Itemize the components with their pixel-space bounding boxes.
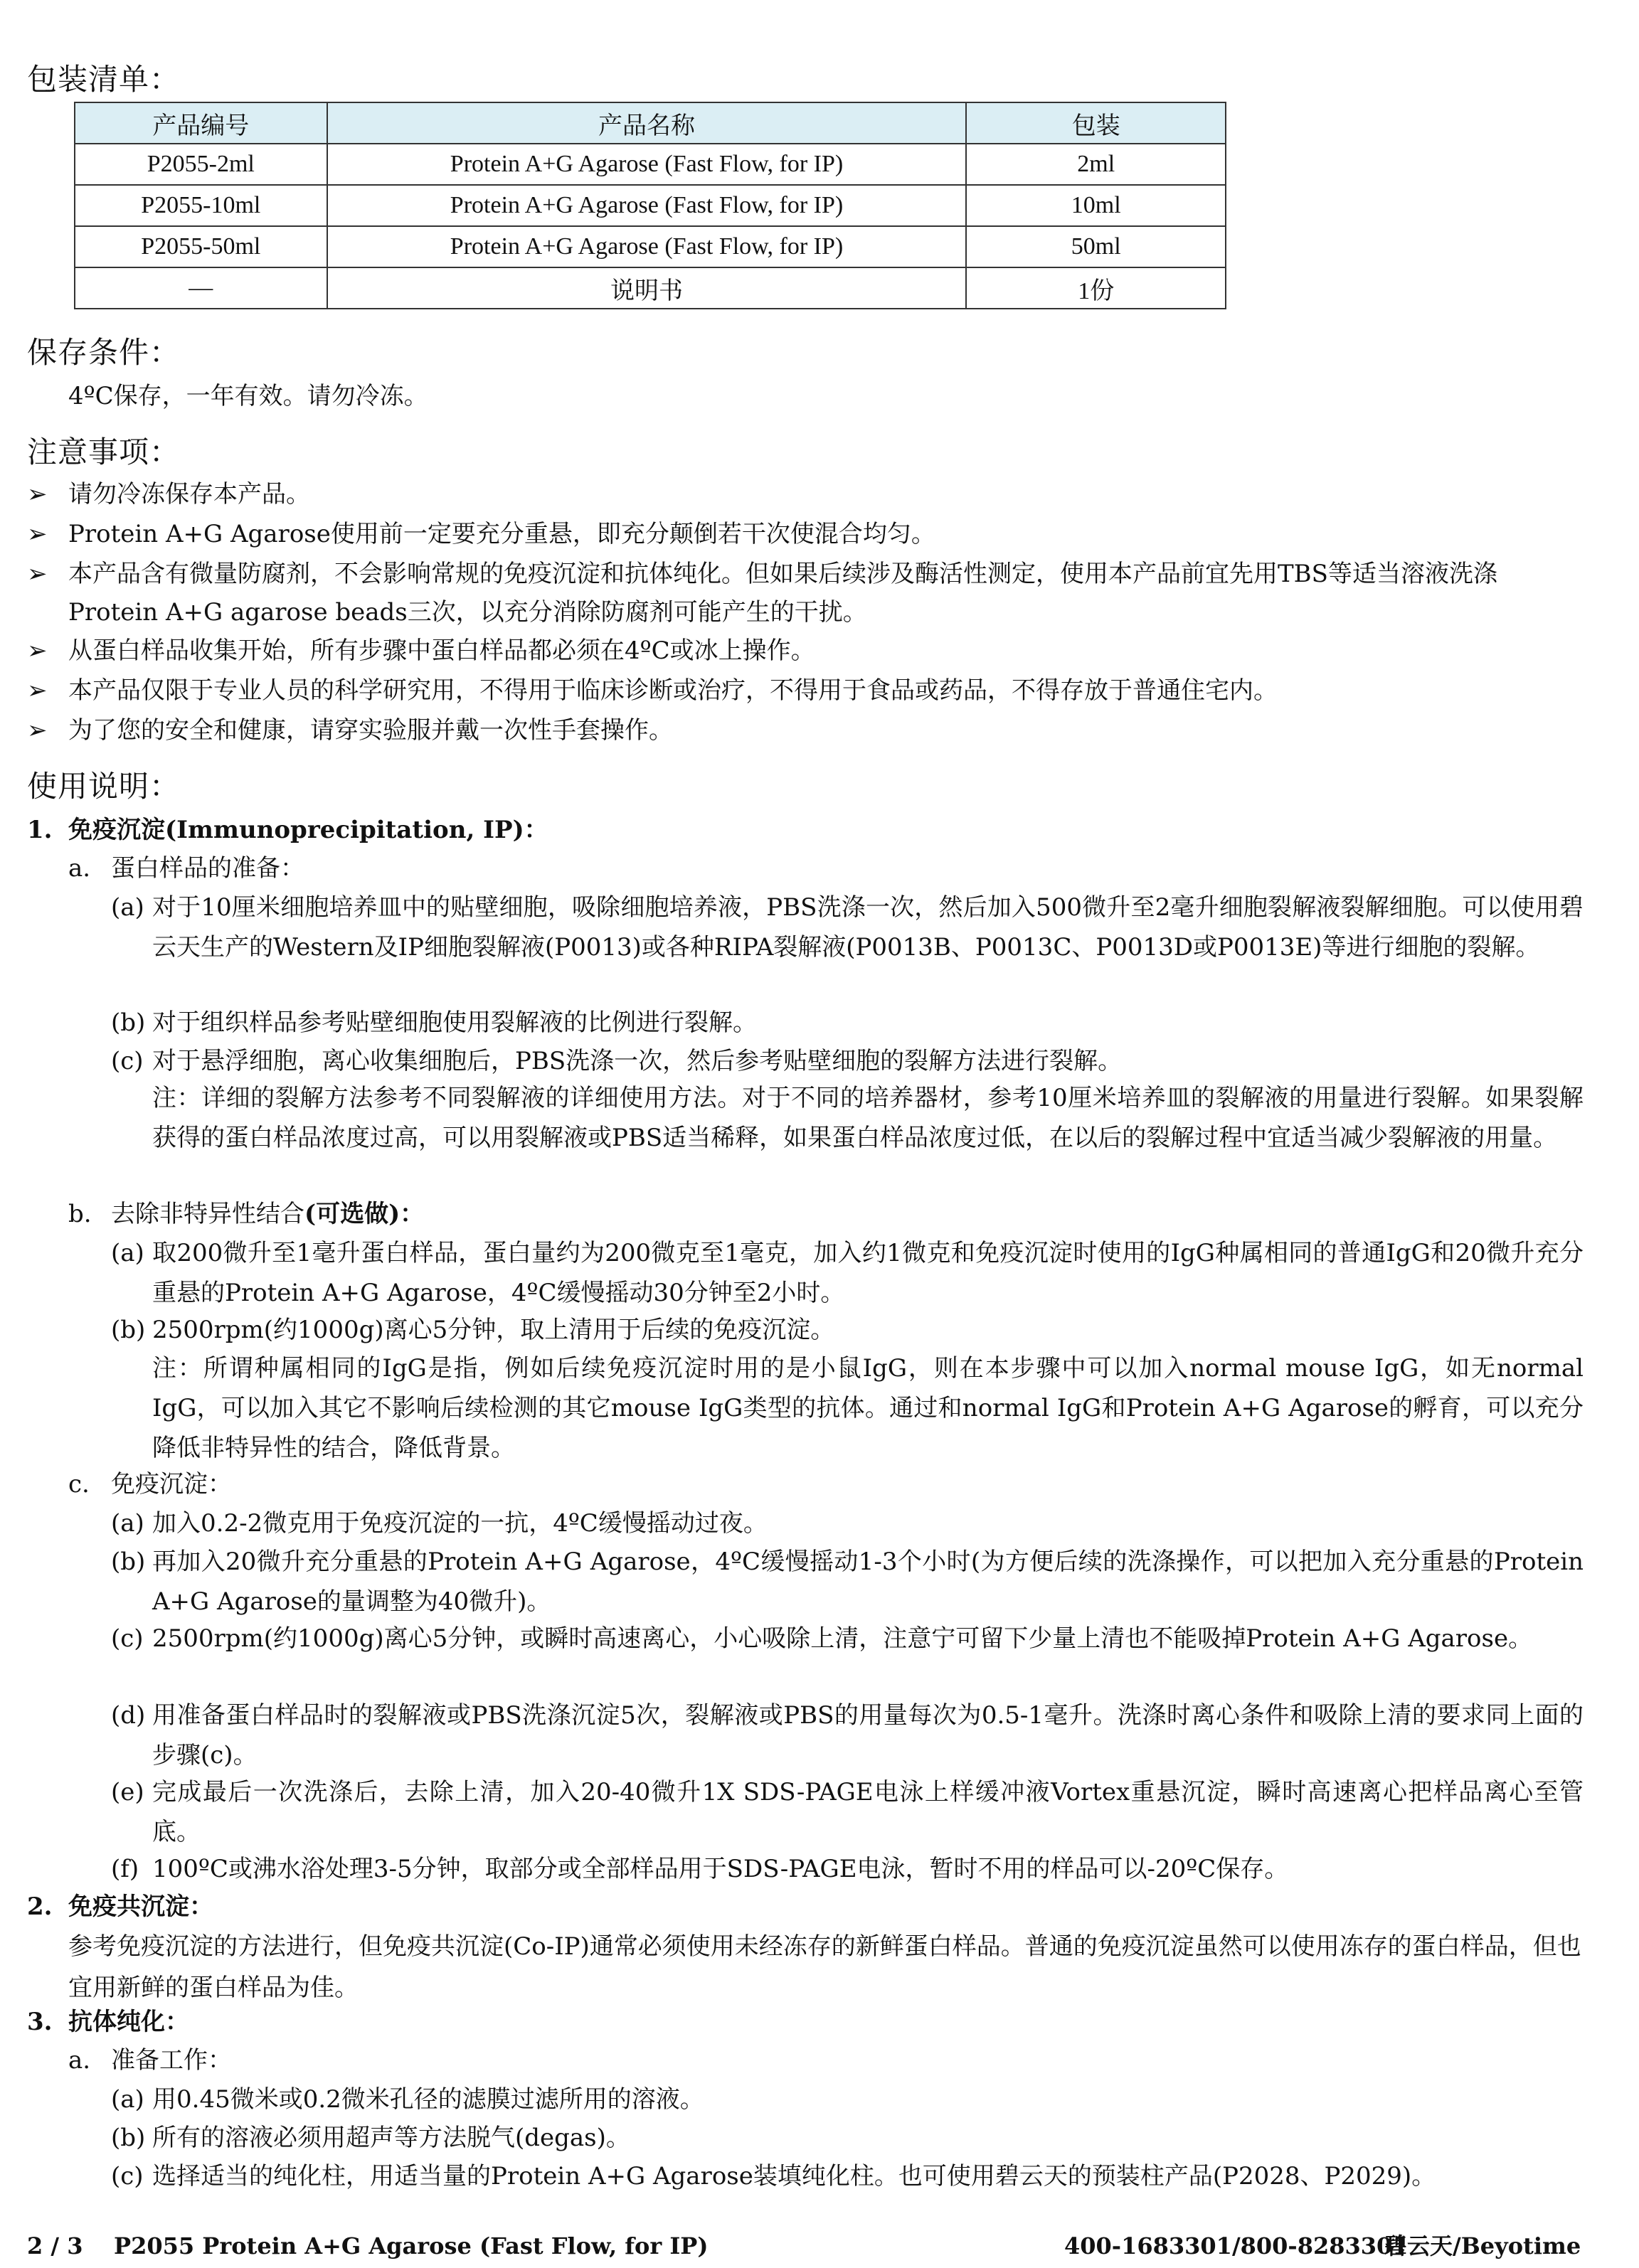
section-3-title <box>27 2003 189 2041</box>
subsection-1a <box>68 849 304 888</box>
table-row <box>75 226 1226 267</box>
table-row <box>75 185 1226 226</box>
storage-text: 4ºC保存，一年有效。请勿冷冻。 <box>68 382 428 410</box>
table-header-cell: 包装 <box>966 102 1226 144</box>
table-cell: P2055-50ml <box>75 226 327 267</box>
arrow-bullet-icon: ➢ <box>27 480 48 509</box>
section-2-text: 参考免疫沉淀的方法进行，但免疫共沉淀(Co-IP)通常必须使用未经冻存的新鲜蛋白样品。普通的免疫沉淀虽然可以使用冻存的蛋白样品，但也宜用新鲜的蛋白样品为佳。 <box>68 1932 1581 2002</box>
arrow-bullet-icon: ➢ <box>27 716 48 745</box>
subsection-title: 免疫沉淀： <box>111 1470 232 1498</box>
note-text: 注：详细的裂解方法参考不同裂解液的详细使用方法。对于不同的培养器材，参考10厘米培养皿的裂解液的用量进行裂解。如果裂解获得的蛋白样品浓度过高，可以用裂解液或PBS适当稀释，如果蛋白样品浓度过低，在以后的裂解过程中宜适当减少裂解液的用量。 <box>152 1084 1584 1152</box>
subsection-label: b. <box>68 1200 92 1228</box>
subsection-label: c. <box>68 1470 90 1498</box>
step-text: 选择适当的纯化柱，用适当量的Protein A+G Agarose装填纯化柱。也可使用碧云天的预装柱产品(P2028、P2029)。 <box>152 2162 1436 2190</box>
step-text: 再加入20微升充分重悬的Protein A+G Agarose，4ºC缓慢摇动1-3个小时(为方便后续的洗涤操作，可以把加入充分重悬的Protein A+G Agarose的量调整为40微升)。 <box>152 1548 1584 1616</box>
note-text: 本产品仅限于专业人员的科学研究用，不得用于临床诊断或治疗，不得用于食品或药品，不得存放于普通住宅内。 <box>68 676 1278 705</box>
step-label: (b) <box>111 1316 146 1344</box>
optional-tag: (可选做)： <box>304 1200 425 1228</box>
note-text: Protein A+G Agarose使用前一定要充分重悬，即充分颠倒若干次使混合均匀。 <box>68 520 935 548</box>
section-title: 免疫沉淀(Immunoprecipitation, IP)： <box>68 816 548 844</box>
table-cell: 1份 <box>966 267 1226 309</box>
table-cell: P2055-10ml <box>75 185 327 226</box>
subsection-title: 去除非特异性结合 <box>111 1200 304 1228</box>
usage-heading: 使用说明： <box>27 769 181 804</box>
table-header-cell: 产品编号 <box>75 102 327 144</box>
footer-brand: 碧云天/Beyotime <box>1384 2232 1581 2259</box>
step-label: (e) <box>111 1778 144 1806</box>
arrow-bullet-icon: ➢ <box>27 560 48 588</box>
step-text: 100ºC或沸水浴处理3-5分钟，取部分或全部样品用于SDS-PAGE电泳，暂时不用的样品可以-20ºC保存。 <box>152 1855 1289 1883</box>
section-number: 3. <box>27 2008 53 2036</box>
footer-product: P2055 Protein A+G Agarose (Fast Flow, for IP) <box>114 2232 709 2259</box>
step-text: 对于悬浮细胞，离心收集细胞后，PBS洗涤一次，然后参考贴壁细胞的裂解方法进行裂解。 <box>152 1047 1123 1075</box>
step-label: (b) <box>111 1548 146 1576</box>
table-row <box>75 267 1226 309</box>
subsection-title: 蛋白样品的准备： <box>111 854 304 883</box>
subsection-label: a. <box>68 854 91 883</box>
step-label: (a) <box>111 1239 144 1267</box>
step-text: 用准备蛋白样品时的裂解液或PBS洗涤沉淀5次，裂解液或PBS的用量每次为0.5-1毫升。洗涤时离心条件和吸除上清的要求同上面的步骤(c)。 <box>152 1701 1584 1769</box>
step-label: (a) <box>111 893 144 922</box>
step-text: 用0.45微米或0.2微米孔径的滤膜过滤所用的溶液。 <box>152 2085 704 2114</box>
section-title: 免疫共沉淀： <box>68 1892 213 1921</box>
packing-heading: 包装清单： <box>27 62 181 97</box>
table-cell: Protein A+G Agarose (Fast Flow, for IP) <box>327 226 967 267</box>
table-header-row <box>75 102 1226 144</box>
step-label: (c) <box>111 2162 144 2190</box>
step-text: 对于10厘米细胞培养皿中的贴壁细胞，吸除细胞培养液，PBS洗涤一次，然后加入500微升至2毫升细胞裂解液裂解细胞。可以使用碧云天生产的Western及IP细胞裂解液(P0013)或各种RIPA裂解液(P0013B、P0013C、P0013D或P0013E)等进行细胞的裂解。 <box>152 893 1584 962</box>
arrow-bullet-icon: ➢ <box>27 520 48 548</box>
table-cell: 2ml <box>966 144 1226 185</box>
subsection-1b <box>68 1195 424 1233</box>
table-cell: Protein A+G Agarose (Fast Flow, for IP) <box>327 185 967 226</box>
step-label: (d) <box>111 1701 146 1730</box>
note-text: 从蛋白样品收集开始，所有步骤中蛋白样品都必须在4ºC或冰上操作。 <box>68 637 815 665</box>
subsection-1c <box>68 1465 232 1503</box>
step-text: 2500rpm(约1000g)离心5分钟，取上清用于后续的免疫沉淀。 <box>152 1316 835 1344</box>
section-number: 2. <box>27 1892 53 1921</box>
step-label: (b) <box>111 1008 146 1037</box>
note-text: 为了您的安全和健康，请穿实验服并戴一次性手套操作。 <box>68 716 673 745</box>
arrow-bullet-icon: ➢ <box>27 676 48 705</box>
arrow-bullet-icon: ➢ <box>27 637 48 665</box>
section-number: 1. <box>27 816 53 844</box>
table-cell: Protein A+G Agarose (Fast Flow, for IP) <box>327 144 967 185</box>
table-cell: — <box>75 267 327 309</box>
table-header-cell: 产品名称 <box>327 102 967 144</box>
packing-table <box>74 102 1226 309</box>
table-cell: P2055-2ml <box>75 144 327 185</box>
section-2-title <box>27 1888 213 1926</box>
step-text: 取200微升至1毫升蛋白样品，蛋白量约为200微克至1毫克，加入约1微克和免疫沉淀时使用的IgG种属相同的普通IgG和20微升充分重悬的Protein A+G Agarose，4ºC缓慢摇动30分钟至2小时。 <box>152 1239 1584 1307</box>
section-title: 抗体纯化： <box>68 2008 189 2036</box>
table-cell: 50ml <box>966 226 1226 267</box>
step-label: (f) <box>111 1855 139 1883</box>
note-text: 注：所谓种属相同的IgG是指，例如后续免疫沉淀时用的是小鼠IgG，则在本步骤中可以加入normal mouse IgG，如无normal IgG，可以加入其它不影响后续检测的其它mouse IgG类型的抗体。通过和normal IgG和Protein A+G Agarose的孵育，可以充分降低非特异性的结合，降低背景。 <box>152 1354 1584 1462</box>
step-text: 对于组织样品参考贴壁细胞使用裂解液的比例进行裂解。 <box>152 1008 757 1037</box>
note-text: 本产品含有微量防腐剂，不会影响常规的免疫沉淀和抗体纯化。但如果后续涉及酶活性测定，使用本产品前宜先用TBS等适当溶液洗涤Protein A+G agarose beads三次，以充分消除防腐剂可能产生的干扰。 <box>68 560 1497 627</box>
subsection-title: 准备工作： <box>111 2046 232 2075</box>
footer-phone: 400-1683301/800-8283301 <box>1064 2232 1409 2259</box>
table-cell: 10ml <box>966 185 1226 226</box>
subsection-label: a. <box>68 2046 91 2075</box>
notes-heading: 注意事项： <box>27 435 181 469</box>
step-label: (c) <box>111 1624 144 1653</box>
subsection-3a <box>68 2041 232 2080</box>
step-label: (a) <box>111 1509 144 1538</box>
table-cell: 说明书 <box>327 267 967 309</box>
step-label: (c) <box>111 1047 144 1075</box>
step-label: (b) <box>111 2124 146 2152</box>
step-text: 所有的溶液必须用超声等方法脱气(degas)。 <box>152 2124 630 2152</box>
storage-heading: 保存条件： <box>27 335 181 370</box>
step-text: 完成最后一次洗涤后，去除上清，加入20-40微升1X SDS-PAGE电泳上样缓冲液Vortex重悬沉淀，瞬时高速离心把样品离心至管底。 <box>152 1778 1584 1846</box>
section-1-title <box>27 811 548 849</box>
step-label: (a) <box>111 2085 144 2114</box>
table-row <box>75 144 1226 185</box>
step-text: 加入0.2-2微克用于免疫沉淀的一抗，4ºC缓慢摇动过夜。 <box>152 1509 768 1538</box>
footer-page-number: 2 / 3 <box>27 2232 83 2259</box>
step-text: 2500rpm(约1000g)离心5分钟，或瞬时高速离心，小心吸除上清，注意宁可留下少量上清也不能吸掉Protein A+G Agarose。 <box>152 1624 1533 1653</box>
note-text: 请勿冷冻保存本产品。 <box>68 480 310 509</box>
